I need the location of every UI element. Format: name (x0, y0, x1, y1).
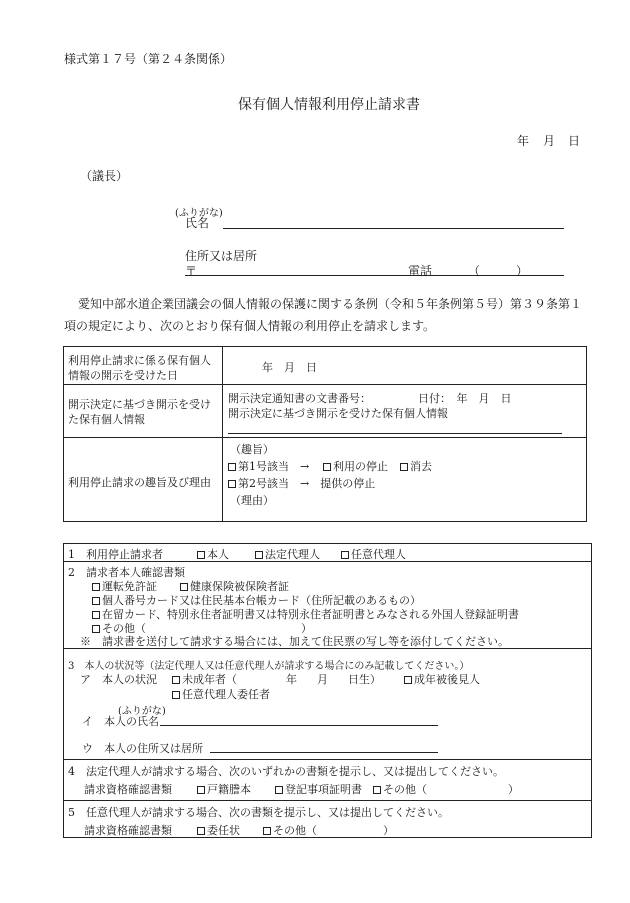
date-month: 月 (543, 134, 556, 148)
principal-address-line[interactable] (210, 752, 438, 753)
license-checkbox[interactable] (92, 583, 100, 591)
requester-type-label: 1 利用停止請求者 (68, 548, 163, 561)
erase-checkbox[interactable] (400, 463, 408, 471)
power-of-attorney-option[interactable]: 委任状 (197, 822, 240, 838)
other-doc-checkbox[interactable] (92, 625, 100, 633)
id-doc-other-close: ） (301, 622, 312, 635)
minor-option[interactable]: 未成年者（ (172, 671, 237, 687)
purpose-label: （趣旨） (230, 443, 274, 456)
applicant-address-label: 住所又は居所 (185, 249, 258, 263)
principal-name-label: イ 本人の氏名 (82, 715, 159, 728)
date-year: 年 (517, 134, 530, 148)
id-doc-insurance[interactable]: 健康保険被保険者証 (180, 578, 289, 594)
applicant-name-label: 氏名 (185, 216, 210, 230)
disclosure-date-label-1: 利用停止請求に係る保有個人 (68, 354, 211, 367)
id-doc-mynumber[interactable]: 個人番号カード又は住民基本台帳カード（住所記載のあるもの） (92, 592, 421, 608)
minor-birth-month: 月 (317, 673, 328, 686)
phone-paren: （ ） (468, 264, 529, 278)
requester-legal-option[interactable]: 法定代理人 (255, 546, 320, 562)
residence-card-checkbox[interactable] (92, 611, 100, 619)
insurance-checkbox[interactable] (180, 583, 188, 591)
intro-line-1: 愛知中部水道企業団議会の個人情報の保護に関する条例（令和５年条例第５号）第３９条第１ (78, 297, 583, 311)
mynumber-checkbox[interactable] (92, 597, 100, 605)
legal-other-close: ） (508, 783, 519, 796)
disclosed-info-label-2: た保有個人情報 (68, 413, 145, 426)
minor-birth-day: 日生） (348, 673, 381, 686)
family-register-checkbox[interactable] (197, 786, 205, 794)
applicant-name-line[interactable] (223, 228, 564, 229)
voluntary-rep-docs-sublabel: 請求資格確認書類 (84, 824, 172, 837)
addressee: （議長） (80, 169, 129, 183)
principal-name-line[interactable] (160, 725, 438, 726)
date-day: 日 (568, 134, 581, 148)
disclosed-info-line[interactable] (228, 433, 562, 434)
legal-rep-docs-sublabel: 請求資格確認書類 (84, 783, 172, 796)
principal-option[interactable]: 任意代理人委任者 (172, 686, 270, 702)
voluntary-other-close: ） (383, 824, 394, 837)
legal-other-option[interactable]: その他（ (373, 781, 427, 797)
legal-other-checkbox[interactable] (373, 786, 381, 794)
voluntary-rep-docs-label: 5 任意代理人が請求する場合、次の書類を提示し、又は提出してください。 (68, 806, 449, 819)
purpose-reason-label: 利用停止請求の趣旨及び理由 (68, 476, 211, 489)
intro-line-2: 項の規定により、次のとおり保有個人情報の利用停止を請求します。 (64, 319, 436, 333)
page-title: 保有個人情報利用停止請求書 (238, 97, 420, 113)
requester-self-option[interactable]: 本人 (197, 546, 229, 562)
minor-birth-year: 年 (286, 673, 297, 686)
id-docs-note: ※ 請求書を送付して請求する場合には、加えて住民票の写し等を添付してください。 (80, 635, 509, 648)
family-register-option[interactable]: 戸籍謄本 (197, 781, 251, 797)
registry-cert-option[interactable]: 登記事項証明書 (275, 781, 362, 797)
disclosure-date-value[interactable]: 年 月 日 (262, 361, 317, 374)
principal-status-a-label: ア 本人の状況 (80, 673, 157, 686)
adult-ward-option[interactable]: 成年被後見人 (404, 671, 480, 687)
stop-use-checkbox[interactable] (323, 463, 331, 471)
art2-option[interactable]: 第2号該当 → 提供の停止 (228, 475, 375, 491)
adult-ward-checkbox[interactable] (404, 676, 412, 684)
art1-checkbox[interactable] (228, 463, 236, 471)
applicant-furigana-label: (ふりがな) (175, 208, 223, 219)
voluntary-rep-checkbox[interactable] (341, 551, 349, 559)
disclosed-info-label-1: 開示決定に基づき開示を受け (68, 398, 211, 411)
reason-label: （理由） (230, 494, 274, 507)
id-doc-residence[interactable]: 在留カード、特別永住者証明書又は特別永住者証明書とみなされる外国人登録証明書 (92, 606, 519, 622)
id-doc-license[interactable]: 運転免許証 (92, 578, 157, 594)
power-of-attorney-checkbox[interactable] (197, 827, 205, 835)
principal-status-label: 3 本人の状況等（法定代理人又は任意代理人が請求する場合にのみ記載してください。） (68, 661, 470, 672)
legal-rep-docs-label: 4 法定代理人が請求する場合、次のいずれかの書類を提示し、又は提出してください。 (68, 765, 504, 778)
registry-cert-checkbox[interactable] (275, 786, 283, 794)
art1-stop-use-option[interactable]: 利用の停止 (323, 458, 388, 474)
voluntary-other-checkbox[interactable] (263, 827, 271, 835)
principal-address-label: ウ 本人の住所又は居所 (82, 742, 203, 755)
voluntary-other-option[interactable]: その他（ (263, 822, 317, 838)
id-doc-other[interactable]: その他（ (92, 620, 146, 636)
applicant-address-line[interactable] (185, 275, 564, 276)
doc-number-label[interactable]: 開示決定通知書の文書番号： (228, 392, 371, 405)
postal-mark: 〒 (185, 264, 198, 278)
art1-option[interactable]: 第1号該当 → (228, 458, 309, 474)
minor-checkbox[interactable] (172, 676, 180, 684)
principal-checkbox[interactable] (172, 691, 180, 699)
disclosed-info-field-label: 開示決定に基づき開示を受けた保有個人情報 (228, 407, 448, 420)
art1-erase-option[interactable]: 消去 (400, 458, 432, 474)
notice-date-label[interactable]: 日付： 年 月 日 (418, 392, 512, 405)
art2-checkbox[interactable] (228, 480, 236, 488)
self-checkbox[interactable] (197, 551, 205, 559)
requester-voluntary-option[interactable]: 任意代理人 (341, 546, 406, 562)
form-number: 様式第１７号（第２４条関係） (64, 52, 233, 66)
id-docs-label: 2 請求者本人確認書類 (68, 566, 185, 579)
legal-rep-checkbox[interactable] (255, 551, 263, 559)
phone-label: 電話 (408, 264, 433, 278)
disclosure-date-label-2: 情報の開示を受けた日 (68, 369, 178, 382)
principal-furigana-label: (ふりがな) (118, 706, 166, 717)
